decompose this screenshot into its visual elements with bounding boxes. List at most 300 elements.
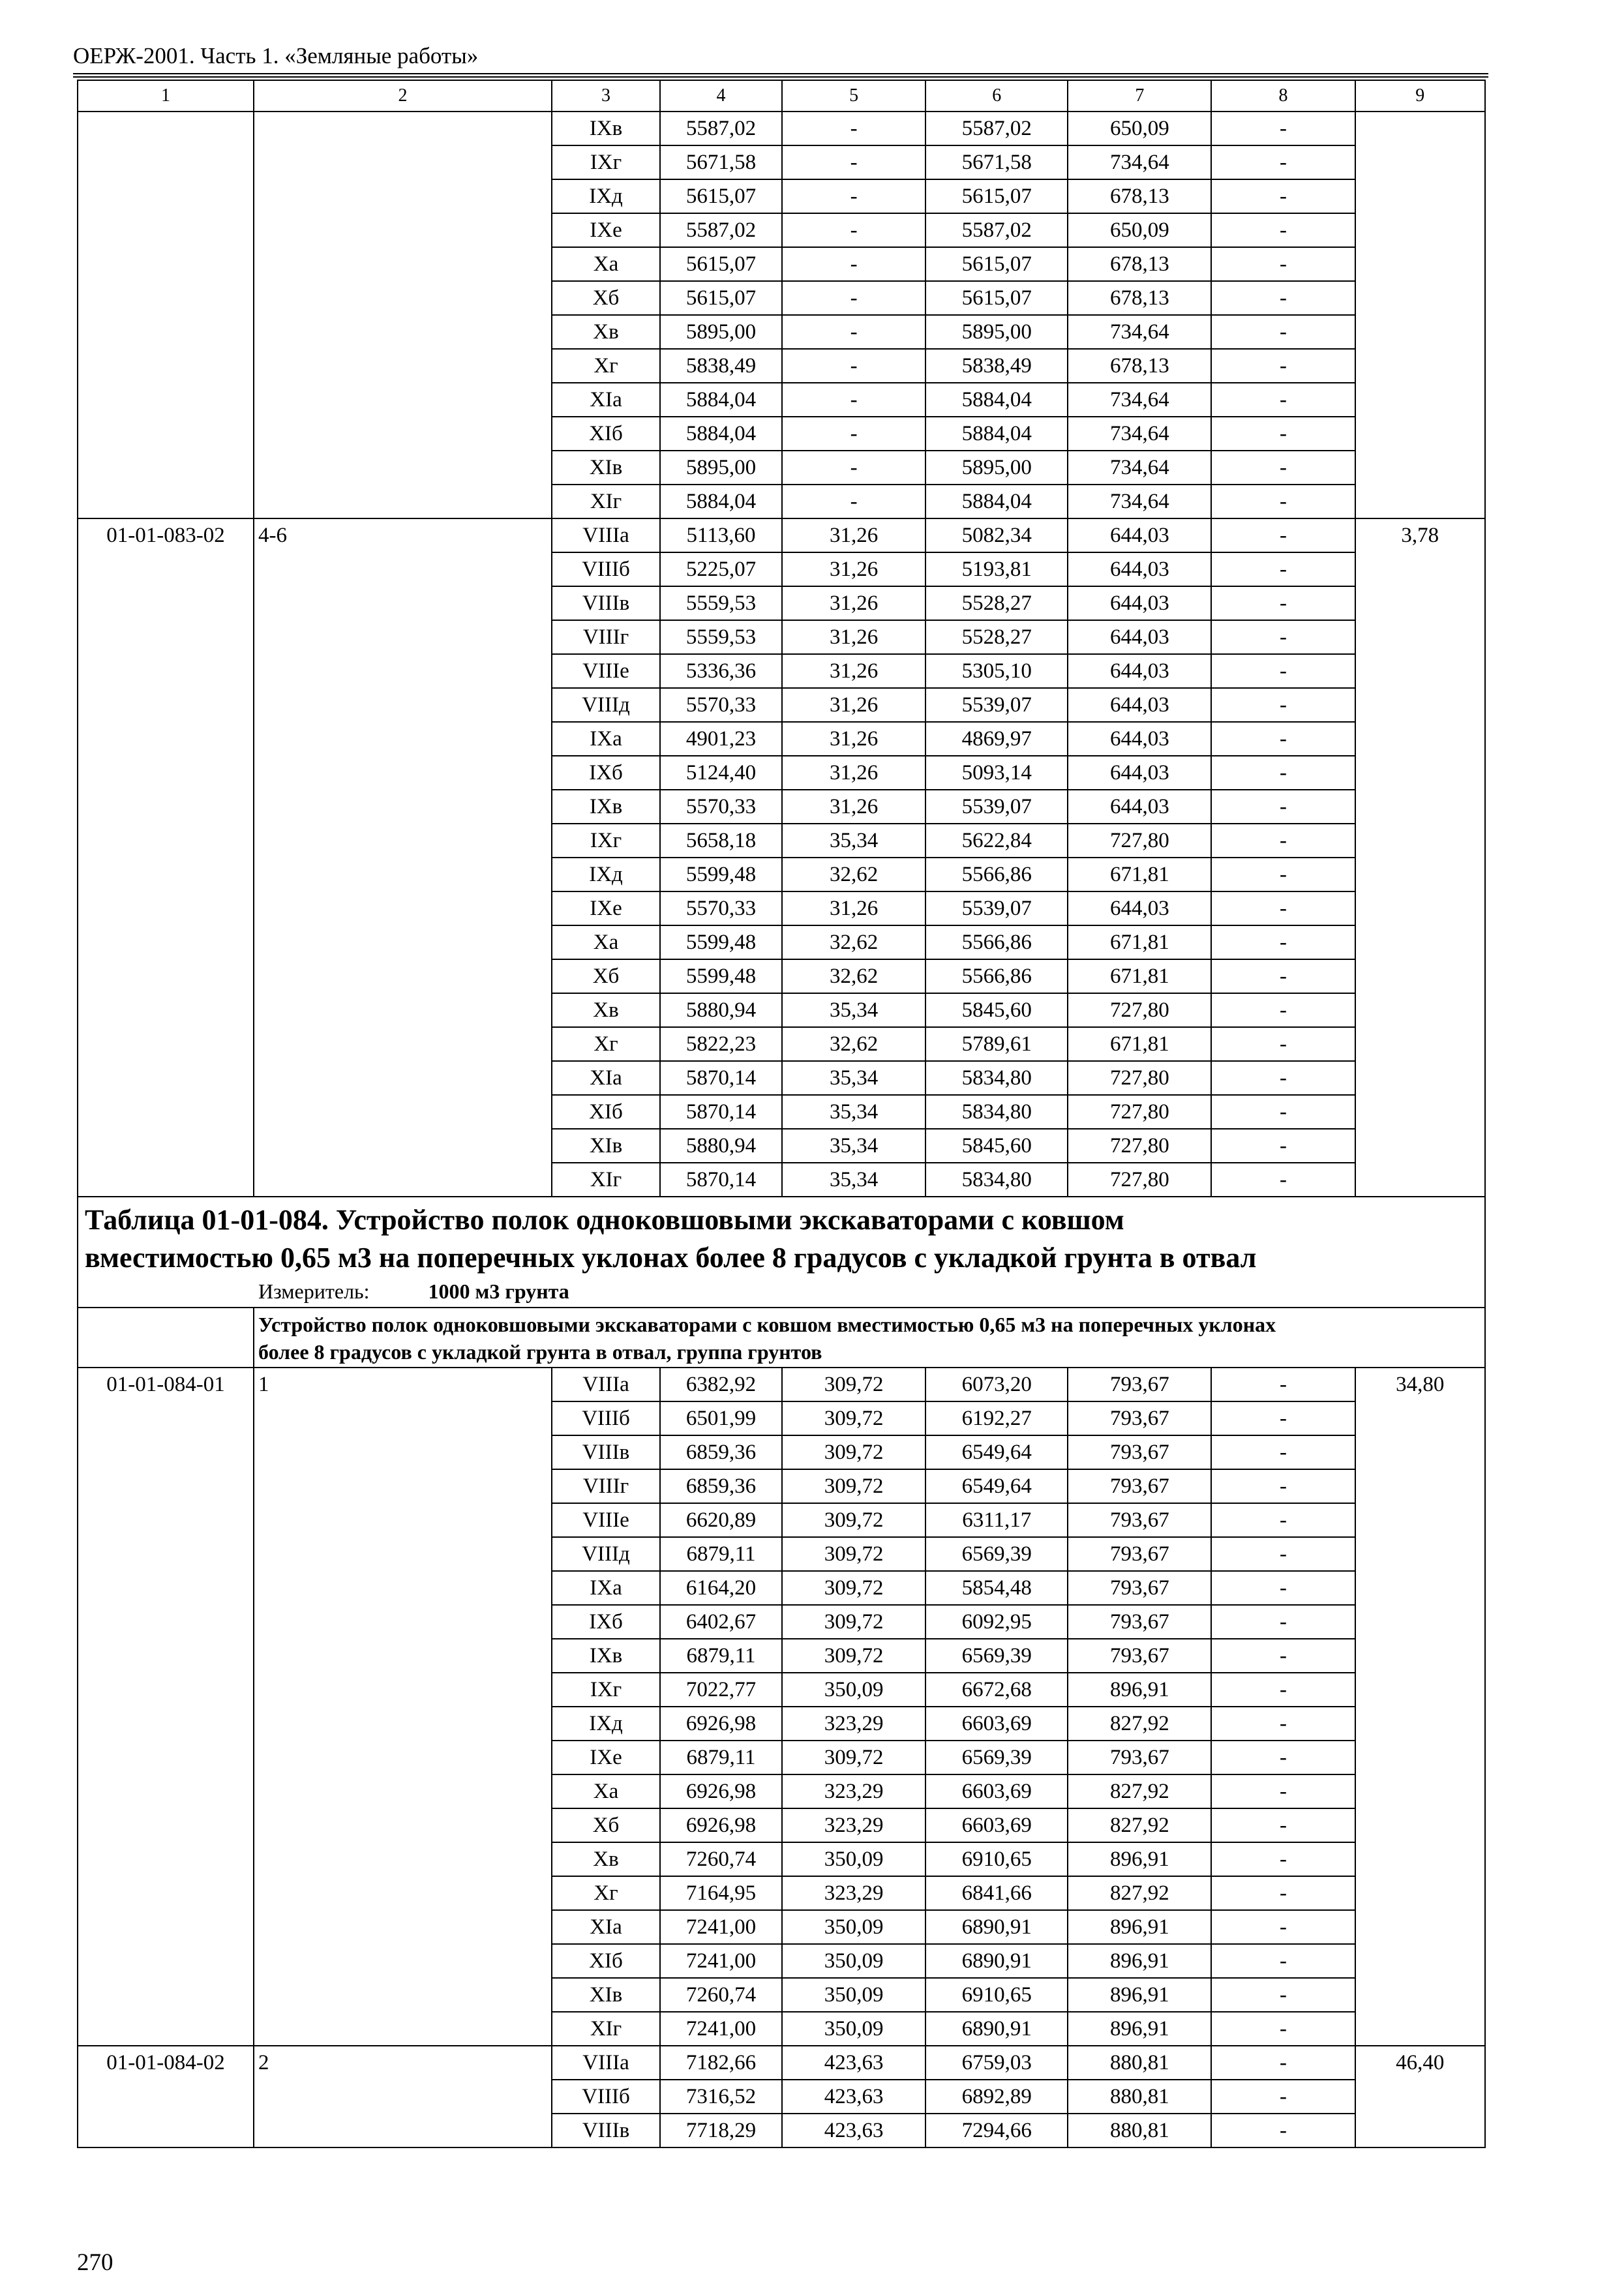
region-code: Xб <box>552 1808 660 1842</box>
machinist-wages: 793,67 <box>1068 1401 1211 1435</box>
wages: 35,34 <box>782 824 925 858</box>
machine-cost: 5884,04 <box>925 383 1068 417</box>
total-cost: 6859,36 <box>660 1469 782 1503</box>
materials-cost: - <box>1211 1774 1355 1808</box>
machinist-wages: 827,92 <box>1068 1808 1211 1842</box>
materials-cost: - <box>1211 1435 1355 1469</box>
machinist-wages: 644,03 <box>1068 518 1211 552</box>
table-row <box>78 2046 1485 2080</box>
region-code: XIв <box>552 1129 660 1163</box>
meter-value: 1000 м3 грунта <box>428 1279 569 1303</box>
wages: 423,63 <box>782 2114 925 2147</box>
wages: 350,09 <box>782 1910 925 1944</box>
machinist-wages: 793,67 <box>1068 1368 1211 1401</box>
machinist-wages: 880,81 <box>1068 2080 1211 2114</box>
wages: 309,72 <box>782 1639 925 1673</box>
machinist-wages: 880,81 <box>1068 2114 1211 2147</box>
machinist-wages: 678,13 <box>1068 349 1211 383</box>
machine-cost: 6569,39 <box>925 1639 1068 1673</box>
group-header <box>254 1308 1485 1368</box>
machine-cost: 5539,07 <box>925 891 1068 925</box>
machinist-wages: 793,67 <box>1068 1469 1211 1503</box>
region-code: VIIIд <box>552 1537 660 1571</box>
total-cost: 6879,11 <box>660 1639 782 1673</box>
materials-cost: - <box>1211 145 1355 179</box>
machine-cost: 5566,86 <box>925 858 1068 891</box>
total-cost: 5124,40 <box>660 756 782 790</box>
materials-cost: - <box>1211 1808 1355 1842</box>
empty-cell <box>78 1308 254 1368</box>
region-code: XIг <box>552 485 660 518</box>
wages: 309,72 <box>782 1435 925 1469</box>
table-title-row <box>78 1197 1485 1308</box>
materials-cost: - <box>1211 1707 1355 1741</box>
soil-group <box>254 112 552 518</box>
wages: - <box>782 485 925 518</box>
total-cost: 7718,29 <box>660 2114 782 2147</box>
machine-cost: 6672,68 <box>925 1673 1068 1707</box>
materials-cost: - <box>1211 654 1355 688</box>
materials-cost: - <box>1211 2012 1355 2046</box>
machine-cost: 5528,27 <box>925 586 1068 620</box>
machine-cost: 6549,64 <box>925 1469 1068 1503</box>
total-cost: 7022,77 <box>660 1673 782 1707</box>
rate-code <box>78 112 254 518</box>
machinist-wages: 896,91 <box>1068 1673 1211 1707</box>
machinist-wages: 734,64 <box>1068 417 1211 451</box>
machine-cost: 6759,03 <box>925 2046 1068 2080</box>
machine-cost: 6569,39 <box>925 1537 1068 1571</box>
machinist-wages: 678,13 <box>1068 179 1211 213</box>
materials-cost: - <box>1211 993 1355 1027</box>
machinist-wages: 793,67 <box>1068 1741 1211 1774</box>
machine-cost: 5845,60 <box>925 1129 1068 1163</box>
wages: 32,62 <box>782 959 925 993</box>
materials-cost: - <box>1211 315 1355 349</box>
wages: 309,72 <box>782 1741 925 1774</box>
wages: - <box>782 315 925 349</box>
total-cost: 6620,89 <box>660 1503 782 1537</box>
machine-cost: 5082,34 <box>925 518 1068 552</box>
total-cost: 6164,20 <box>660 1571 782 1605</box>
wages: 31,26 <box>782 688 925 722</box>
materials-cost: - <box>1211 2080 1355 2114</box>
wages: - <box>782 451 925 485</box>
machinist-wages: 727,80 <box>1068 993 1211 1027</box>
total-cost: 6402,67 <box>660 1605 782 1639</box>
materials-cost: - <box>1211 281 1355 315</box>
total-cost: 7316,52 <box>660 2080 782 2114</box>
region-code: VIIIг <box>552 1469 660 1503</box>
total-cost: 5880,94 <box>660 993 782 1027</box>
machinist-wages: 644,03 <box>1068 891 1211 925</box>
materials-cost: - <box>1211 1842 1355 1876</box>
materials-cost: - <box>1211 688 1355 722</box>
wages: 35,34 <box>782 1095 925 1129</box>
meter-line <box>85 1277 1478 1306</box>
total-cost: 6926,98 <box>660 1774 782 1808</box>
region-code: VIIIб <box>552 552 660 586</box>
wages: - <box>782 213 925 247</box>
total-cost: 6859,36 <box>660 1435 782 1469</box>
machinist-wages: 734,64 <box>1068 451 1211 485</box>
column-number: 9 <box>1355 80 1485 112</box>
materials-cost: - <box>1211 858 1355 891</box>
machine-cost: 6890,91 <box>925 1944 1068 1978</box>
machine-cost: 5093,14 <box>925 756 1068 790</box>
machine-cost: 5528,27 <box>925 620 1068 654</box>
machine-cost: 5622,84 <box>925 824 1068 858</box>
region-code: VIIIа <box>552 1368 660 1401</box>
total-cost: 5884,04 <box>660 383 782 417</box>
machine-cost: 6569,39 <box>925 1741 1068 1774</box>
machine-cost: 4869,97 <box>925 722 1068 756</box>
total-cost: 6926,98 <box>660 1707 782 1741</box>
soil-group: 1 <box>254 1368 552 2046</box>
region-code: VIIIв <box>552 1435 660 1469</box>
rates-table-body <box>78 80 1485 2147</box>
region-code: IXв <box>552 790 660 824</box>
materials-cost: - <box>1211 1673 1355 1707</box>
column-number: 3 <box>552 80 660 112</box>
machine-cost: 5834,80 <box>925 1095 1068 1129</box>
wages: 35,34 <box>782 1129 925 1163</box>
total-cost: 5599,48 <box>660 858 782 891</box>
total-cost: 5615,07 <box>660 179 782 213</box>
wages: 309,72 <box>782 1503 925 1537</box>
total-cost: 5225,07 <box>660 552 782 586</box>
total-cost: 6879,11 <box>660 1537 782 1571</box>
materials-cost: - <box>1211 891 1355 925</box>
materials-cost: - <box>1211 1639 1355 1673</box>
wages: 323,29 <box>782 1774 925 1808</box>
column-number: 4 <box>660 80 782 112</box>
materials-cost: - <box>1211 824 1355 858</box>
total-cost: 5838,49 <box>660 349 782 383</box>
machine-cost: 5789,61 <box>925 1027 1068 1061</box>
machine-cost: 6073,20 <box>925 1368 1068 1401</box>
machinist-wages: 644,03 <box>1068 688 1211 722</box>
machine-cost: 6890,91 <box>925 2012 1068 2046</box>
wages: 350,09 <box>782 1842 925 1876</box>
wages: - <box>782 179 925 213</box>
total-cost: 7241,00 <box>660 2012 782 2046</box>
machinist-wages: 644,03 <box>1068 756 1211 790</box>
wages: 31,26 <box>782 552 925 586</box>
wages: 309,72 <box>782 1605 925 1639</box>
total-cost: 6879,11 <box>660 1741 782 1774</box>
materials-cost: - <box>1211 2046 1355 2080</box>
region-code: IXг <box>552 1673 660 1707</box>
machine-cost: 6603,69 <box>925 1774 1068 1808</box>
region-code: IXб <box>552 756 660 790</box>
machine-cost: 6603,69 <box>925 1808 1068 1842</box>
total-cost: 5671,58 <box>660 145 782 179</box>
total-cost: 5587,02 <box>660 112 782 145</box>
wages: - <box>782 112 925 145</box>
table-row <box>78 518 1485 552</box>
machine-cost: 6192,27 <box>925 1401 1068 1435</box>
materials-cost: - <box>1211 1469 1355 1503</box>
region-code: Xв <box>552 993 660 1027</box>
region-code: IXд <box>552 179 660 213</box>
table-title <box>78 1197 1485 1308</box>
running-header: ОЕРЖ-2001. Часть 1. «Земляные работы» <box>73 43 479 68</box>
region-code: VIIIа <box>552 2046 660 2080</box>
region-code: Xв <box>552 1842 660 1876</box>
wages: 423,63 <box>782 2080 925 2114</box>
region-code: VIIIе <box>552 654 660 688</box>
total-cost: 5599,48 <box>660 959 782 993</box>
machinist-wages: 650,09 <box>1068 213 1211 247</box>
machine-cost: 5838,49 <box>925 349 1068 383</box>
region-code: XIб <box>552 1095 660 1129</box>
machinist-wages: 727,80 <box>1068 1095 1211 1129</box>
total-cost: 5880,94 <box>660 1129 782 1163</box>
column-number: 8 <box>1211 80 1355 112</box>
labor-cost <box>1355 112 1485 518</box>
region-code: Xа <box>552 1774 660 1808</box>
machine-cost: 6311,17 <box>925 1503 1068 1537</box>
region-code: VIIIг <box>552 620 660 654</box>
machinist-wages: 827,92 <box>1068 1876 1211 1910</box>
machine-cost: 6549,64 <box>925 1435 1068 1469</box>
materials-cost: - <box>1211 1061 1355 1095</box>
machinist-wages: 896,91 <box>1068 1944 1211 1978</box>
wages: 32,62 <box>782 858 925 891</box>
column-number: 5 <box>782 80 925 112</box>
machinist-wages: 644,03 <box>1068 620 1211 654</box>
machine-cost: 5587,02 <box>925 112 1068 145</box>
column-number: 2 <box>254 80 552 112</box>
wages: 309,72 <box>782 1368 925 1401</box>
machine-cost: 5539,07 <box>925 790 1068 824</box>
materials-cost: - <box>1211 790 1355 824</box>
machinist-wages: 734,64 <box>1068 383 1211 417</box>
wages: 31,26 <box>782 620 925 654</box>
total-cost: 7260,74 <box>660 1978 782 2012</box>
wages: 309,72 <box>782 1401 925 1435</box>
region-code: XIв <box>552 451 660 485</box>
machinist-wages: 678,13 <box>1068 281 1211 315</box>
materials-cost: - <box>1211 451 1355 485</box>
total-cost: 5559,53 <box>660 586 782 620</box>
machinist-wages: 644,03 <box>1068 552 1211 586</box>
region-code: IXа <box>552 1571 660 1605</box>
materials-cost: - <box>1211 112 1355 145</box>
region-code: IXб <box>552 1605 660 1639</box>
region-code: Xг <box>552 1027 660 1061</box>
materials-cost: - <box>1211 1163 1355 1197</box>
wages: 35,34 <box>782 993 925 1027</box>
total-cost: 5884,04 <box>660 417 782 451</box>
wages: - <box>782 417 925 451</box>
materials-cost: - <box>1211 1537 1355 1571</box>
materials-cost: - <box>1211 1401 1355 1435</box>
machine-cost: 5845,60 <box>925 993 1068 1027</box>
machine-cost: 5539,07 <box>925 688 1068 722</box>
materials-cost: - <box>1211 349 1355 383</box>
machine-cost: 7294,66 <box>925 2114 1068 2147</box>
region-code: Xб <box>552 281 660 315</box>
materials-cost: - <box>1211 213 1355 247</box>
total-cost: 5870,14 <box>660 1095 782 1129</box>
wages: 31,26 <box>782 790 925 824</box>
wages: 32,62 <box>782 1027 925 1061</box>
materials-cost: - <box>1211 383 1355 417</box>
region-code: VIIIе <box>552 1503 660 1537</box>
wages: 309,72 <box>782 1469 925 1503</box>
region-code: VIIIб <box>552 2080 660 2114</box>
wages: 350,09 <box>782 1673 925 1707</box>
wages: - <box>782 247 925 281</box>
wages: 31,26 <box>782 756 925 790</box>
machinist-wages: 671,81 <box>1068 925 1211 959</box>
machine-cost: 5566,86 <box>925 925 1068 959</box>
machinist-wages: 734,64 <box>1068 315 1211 349</box>
materials-cost: - <box>1211 925 1355 959</box>
machine-cost: 5305,10 <box>925 654 1068 688</box>
region-code: XIа <box>552 1061 660 1095</box>
table-row <box>78 1368 1485 1401</box>
rate-code: 01-01-083-02 <box>78 518 254 1197</box>
machine-cost: 5615,07 <box>925 281 1068 315</box>
region-code: IXг <box>552 145 660 179</box>
total-cost: 5895,00 <box>660 451 782 485</box>
materials-cost: - <box>1211 518 1355 552</box>
total-cost: 5113,60 <box>660 518 782 552</box>
machine-cost: 5671,58 <box>925 145 1068 179</box>
machine-cost: 6092,95 <box>925 1605 1068 1639</box>
machinist-wages: 727,80 <box>1068 1129 1211 1163</box>
machinist-wages: 727,80 <box>1068 1163 1211 1197</box>
machinist-wages: 827,92 <box>1068 1707 1211 1741</box>
column-number: 6 <box>925 80 1068 112</box>
group-header-line: Устройство полок одноковшовыми экскаваторами с ковшом вместимостью 0,65 м3 на поперечных уклонах <box>258 1313 1276 1336</box>
machine-cost: 5566,86 <box>925 959 1068 993</box>
region-code: VIIIд <box>552 688 660 722</box>
materials-cost: - <box>1211 552 1355 586</box>
materials-cost: - <box>1211 1095 1355 1129</box>
region-code: Xг <box>552 1876 660 1910</box>
materials-cost: - <box>1211 1503 1355 1537</box>
region-code: IXв <box>552 1639 660 1673</box>
machinist-wages: 644,03 <box>1068 722 1211 756</box>
table-title-line: вместимостью 0,65 м3 на поперечных уклонах более 8 градусов с укладкой грунта в отвал <box>85 1242 1257 1274</box>
total-cost: 6926,98 <box>660 1808 782 1842</box>
region-code: XIг <box>552 2012 660 2046</box>
machinist-wages: 671,81 <box>1068 858 1211 891</box>
materials-cost: - <box>1211 1571 1355 1605</box>
region-code: VIIIб <box>552 1401 660 1435</box>
wages: 31,26 <box>782 722 925 756</box>
total-cost: 6382,92 <box>660 1368 782 1401</box>
machine-cost: 6603,69 <box>925 1707 1068 1741</box>
labor-cost: 46,40 <box>1355 2046 1485 2147</box>
total-cost: 7164,95 <box>660 1876 782 1910</box>
machine-cost: 6910,65 <box>925 1842 1068 1876</box>
page-number: 270 <box>77 2249 113 2276</box>
wages: - <box>782 383 925 417</box>
wages: 309,72 <box>782 1537 925 1571</box>
materials-cost: - <box>1211 485 1355 518</box>
machinist-wages: 793,67 <box>1068 1503 1211 1537</box>
total-cost: 5587,02 <box>660 213 782 247</box>
wages: 32,62 <box>782 925 925 959</box>
total-cost: 5559,53 <box>660 620 782 654</box>
region-code: Xв <box>552 315 660 349</box>
materials-cost: - <box>1211 1978 1355 2012</box>
materials-cost: - <box>1211 1605 1355 1639</box>
region-code: VIIIа <box>552 518 660 552</box>
column-number: 1 <box>78 80 254 112</box>
region-code: IXе <box>552 213 660 247</box>
machinist-wages: 644,03 <box>1068 790 1211 824</box>
total-cost: 5570,33 <box>660 891 782 925</box>
region-code: XIб <box>552 1944 660 1978</box>
total-cost: 5884,04 <box>660 485 782 518</box>
machine-cost: 5895,00 <box>925 451 1068 485</box>
region-code: XIа <box>552 383 660 417</box>
machinist-wages: 727,80 <box>1068 824 1211 858</box>
machinist-wages: 793,67 <box>1068 1435 1211 1469</box>
machine-cost: 5895,00 <box>925 315 1068 349</box>
rates-table <box>77 80 1486 2148</box>
materials-cost: - <box>1211 179 1355 213</box>
machinist-wages: 734,64 <box>1068 145 1211 179</box>
wages: 35,34 <box>782 1163 925 1197</box>
column-number-row <box>78 80 1485 112</box>
materials-cost: - <box>1211 1876 1355 1910</box>
machinist-wages: 896,91 <box>1068 1910 1211 1944</box>
total-cost: 5615,07 <box>660 281 782 315</box>
materials-cost: - <box>1211 247 1355 281</box>
region-code: IXе <box>552 1741 660 1774</box>
wages: 309,72 <box>782 1571 925 1605</box>
region-code: XIв <box>552 1978 660 2012</box>
table-title-line: Таблица 01-01-084. Устройство полок одноковшовыми экскаваторами с ковшом <box>85 1204 1124 1236</box>
total-cost: 5570,33 <box>660 688 782 722</box>
wages: 350,09 <box>782 1944 925 1978</box>
materials-cost: - <box>1211 417 1355 451</box>
wages: - <box>782 349 925 383</box>
total-cost: 7182,66 <box>660 2046 782 2080</box>
region-code: IXд <box>552 858 660 891</box>
table-row <box>78 112 1485 145</box>
materials-cost: - <box>1211 620 1355 654</box>
rate-code: 01-01-084-02 <box>78 2046 254 2147</box>
materials-cost: - <box>1211 1368 1355 1401</box>
machine-cost: 6910,65 <box>925 1978 1068 2012</box>
materials-cost: - <box>1211 756 1355 790</box>
machine-cost: 5884,04 <box>925 417 1068 451</box>
materials-cost: - <box>1211 722 1355 756</box>
column-number: 7 <box>1068 80 1211 112</box>
machinist-wages: 793,67 <box>1068 1605 1211 1639</box>
materials-cost: - <box>1211 1129 1355 1163</box>
total-cost: 5895,00 <box>660 315 782 349</box>
machinist-wages: 678,13 <box>1068 247 1211 281</box>
wages: 35,34 <box>782 1061 925 1095</box>
region-code: IXв <box>552 112 660 145</box>
region-code: Xб <box>552 959 660 993</box>
machine-cost: 6841,66 <box>925 1876 1068 1910</box>
machinist-wages: 896,91 <box>1068 2012 1211 2046</box>
labor-cost: 3,78 <box>1355 518 1485 1197</box>
machine-cost: 5615,07 <box>925 179 1068 213</box>
rate-code: 01-01-084-01 <box>78 1368 254 2046</box>
group-header-line: более 8 градусов с укладкой грунта в отвал, группа грунтов <box>258 1340 822 1364</box>
